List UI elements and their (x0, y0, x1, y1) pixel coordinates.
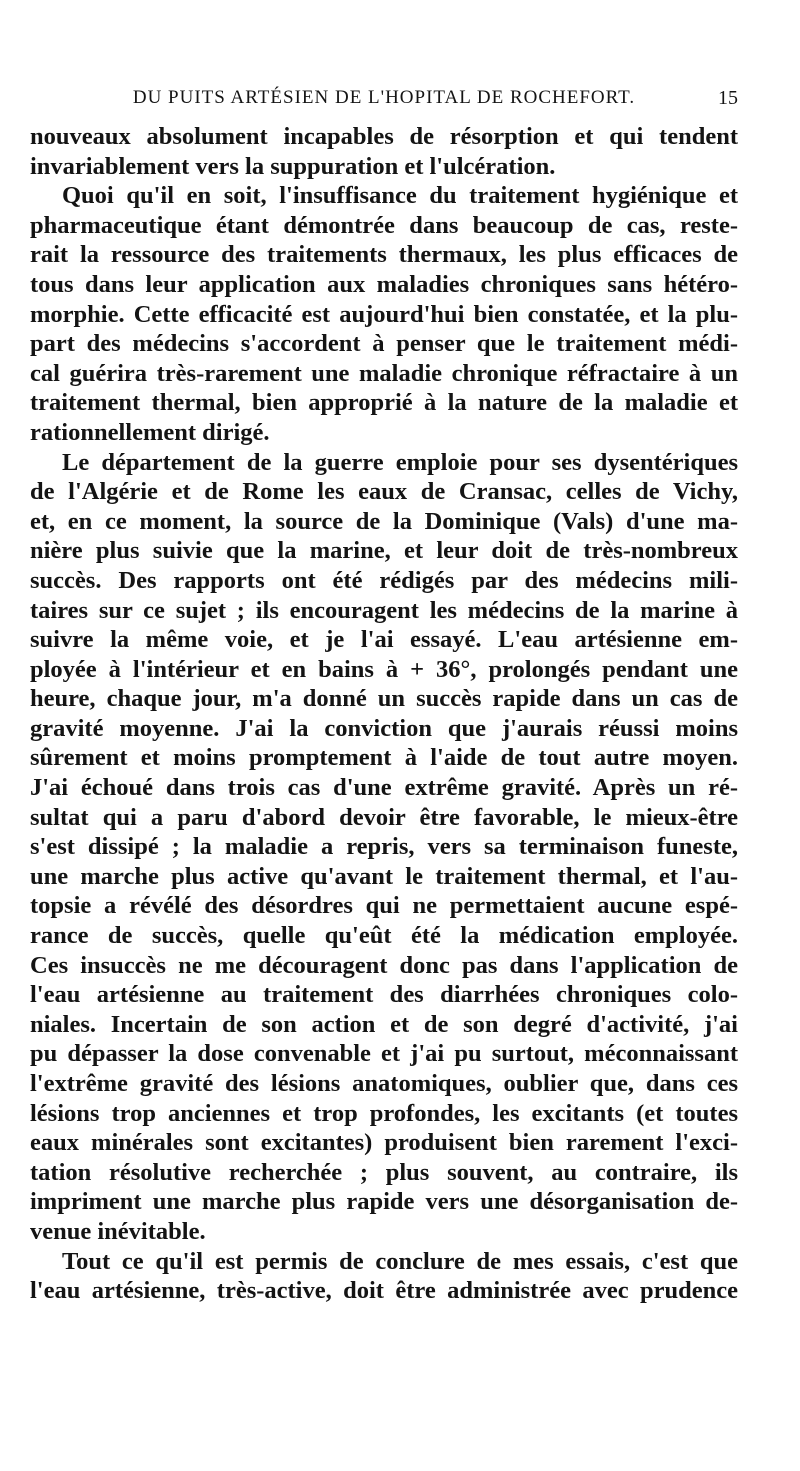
text-line: niales. Incertain de son action et de son degré d'activité, j'ai (30, 1010, 738, 1038)
text-line: eaux minérales sont excitantes) produisent bien rarement l'exci- (30, 1129, 738, 1157)
text-line: Quoi qu'il en soit, l'insuffisance du traitement hygiénique et (62, 182, 738, 210)
text-line: topsie a révélé des désordres qui ne permettaient aucune espé- (30, 892, 738, 920)
text-line: Tout ce qu'il est permis de conclure de mes essais, c'est que (62, 1247, 738, 1275)
body-text (30, 122, 738, 1306)
text-line: impriment une marche plus rapide vers une désorganisation de- (30, 1188, 738, 1216)
text-line: pu dépasser la dose convenable et j'ai pu surtout, méconnaissant (30, 1040, 738, 1068)
text-line: J'ai échoué dans trois cas d'une extrême gravité. Après un ré- (30, 774, 738, 802)
text-line: sûrement et moins promptement à l'aide de tout autre moyen. (30, 744, 738, 772)
text-line: cal guérira très-rarement une maladie chronique réfractaire à un (30, 359, 738, 387)
text-line: s'est dissipé ; la maladie a repris, vers sa terminaison funeste, (30, 833, 738, 861)
text-line: rationnellement dirigé. (30, 418, 270, 446)
text-line: et, en ce moment, la source de la Dominique (Vals) d'une ma- (30, 507, 738, 535)
text-line: rait la ressource des traitements thermaux, les plus efficaces de (30, 241, 738, 269)
text-line: l'eau artésienne au traitement des diarrhées chroniques colo- (30, 981, 738, 1009)
text-line: rance de succès, quelle qu'eût été la médication employée. (30, 922, 738, 950)
text-line: nouveaux absolument incapables de résorption et qui tendent (30, 123, 738, 150)
page-number: 15 (718, 87, 738, 109)
text-line: nière plus suivie que la marine, et leur doit de très-nombreux (30, 537, 738, 565)
text-line: tation résolutive recherchée ; plus souvent, au contraire, ils (30, 1158, 738, 1186)
text-line: invariablement vers la suppuration et l'ulcération. (30, 152, 556, 180)
text-line: Ces insuccès ne me découragent donc pas dans l'application de (30, 951, 738, 979)
text-line: sultat qui a paru d'abord devoir être favorable, le mieux-être (30, 803, 738, 831)
running-head (30, 86, 738, 110)
text-line: morphie. Cette efficacité est aujourd'hui bien constatée, et la plu- (30, 300, 738, 328)
text-line: pharmaceutique étant démontrée dans beaucoup de cas, reste- (30, 211, 738, 239)
text-line: gravité moyenne. J'ai la conviction que j'aurais réussi moins (30, 714, 738, 742)
text-line: l'eau artésienne, très-active, doit être administrée avec prudence (30, 1277, 738, 1305)
text-line: taires sur ce sujet ; ils encouragent les médecins de la marine à (30, 596, 738, 624)
text-line: l'extrême gravité des lésions anatomiques, oublier que, dans ces (30, 1070, 738, 1097)
text-line: heure, chaque jour, m'a donné un succès rapide dans un cas de (30, 685, 738, 713)
text-line: succès. Des rapports ont été rédigés par des médecins mili- (30, 566, 738, 594)
text-line: venue inévitable. (30, 1217, 206, 1245)
text-line: tous dans leur application aux maladies chroniques sans hétéro- (30, 270, 738, 298)
text-line: traitement thermal, bien approprié à la nature de la maladie et (30, 389, 738, 417)
text-line: suivre la même voie, et je l'ai essayé. L'eau artésienne em- (30, 626, 738, 654)
text-line: part des médecins s'accordent à penser que le traitement médi- (30, 330, 738, 358)
text-line: ployée à l'intérieur et en bains à + 36°, prolongés pendant une (30, 655, 738, 683)
text-line: lésions trop anciennes et trop profondes, les excitants (et toutes (30, 1099, 738, 1127)
text-line: Le département de la guerre emploie pour ses dysentériques (62, 448, 738, 476)
text-line: une marche plus active qu'avant le traitement thermal, et l'au- (30, 862, 738, 890)
text-line: de l'Algérie et de Rome les eaux de Cransac, celles de Vichy, (30, 478, 738, 506)
running-title: DU PUITS ARTÉSIEN DE L'HOPITAL DE ROCHEFORT. (132, 87, 636, 108)
